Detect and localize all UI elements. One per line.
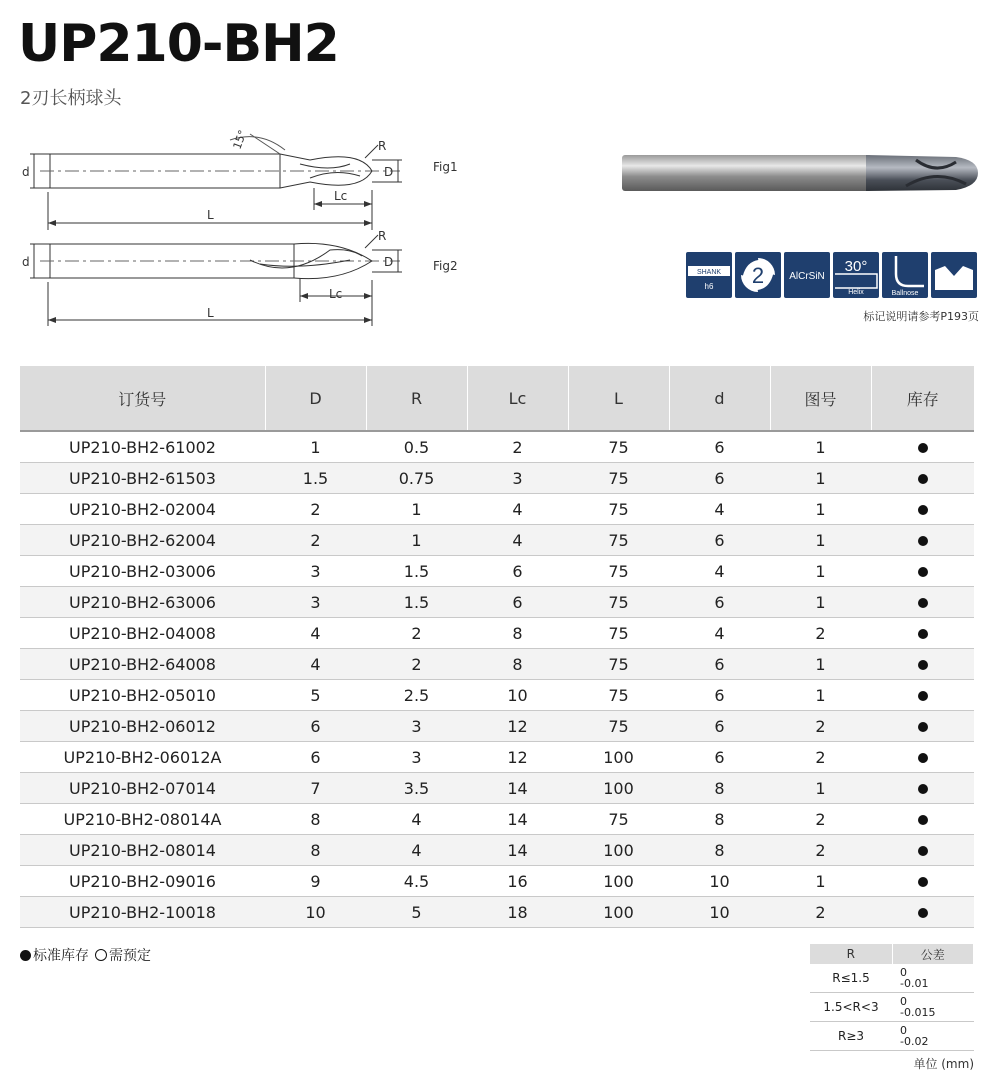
- table-cell: 1: [770, 431, 871, 463]
- table-row: [20, 618, 974, 649]
- table-cell: 2: [770, 618, 871, 649]
- table-cell: 75: [568, 711, 669, 742]
- table-cell: 6: [265, 711, 366, 742]
- col-order-number: 订货号: [20, 366, 265, 431]
- table-row: [20, 897, 974, 928]
- table-cell: 100: [568, 866, 669, 897]
- application-icon: [931, 252, 977, 298]
- table-cell: 10: [669, 866, 770, 897]
- table-cell: 18: [467, 897, 568, 928]
- table-cell: 6: [669, 587, 770, 618]
- table-cell: 10: [467, 680, 568, 711]
- table-cell: 6: [669, 649, 770, 680]
- table-cell: 1.5: [366, 587, 467, 618]
- table-cell: UP210-BH2-63006: [20, 587, 265, 618]
- stock-cell: [871, 463, 974, 494]
- tolerance-value: [892, 993, 974, 1022]
- table-row: [20, 835, 974, 866]
- col-D: D: [265, 366, 366, 431]
- table-row: [20, 556, 974, 587]
- table-cell: 6: [669, 431, 770, 463]
- tolerance-range: R≤1.5: [810, 964, 892, 993]
- angle-label: 15°: [230, 128, 250, 152]
- table-cell: 12: [467, 711, 568, 742]
- d-label-fig2: D: [384, 255, 394, 269]
- table-cell: 8: [265, 835, 366, 866]
- table-cell: 75: [568, 556, 669, 587]
- svg-text:2: 2: [751, 263, 765, 288]
- table-cell: 1: [366, 494, 467, 525]
- table-cell: 2: [265, 525, 366, 556]
- ballnose-icon: [882, 252, 928, 298]
- stock-cell: [871, 835, 974, 866]
- table-cell: 16: [467, 866, 568, 897]
- table-cell: 6: [467, 556, 568, 587]
- tolerance-upper: 0: [900, 966, 907, 979]
- table-cell: 1: [770, 866, 871, 897]
- table-cell: 10: [265, 897, 366, 928]
- svg-text:SHANK: SHANK: [696, 269, 722, 276]
- table-cell: 3: [366, 711, 467, 742]
- stock-cell: [871, 804, 974, 835]
- table-cell: 1: [770, 463, 871, 494]
- table-row: [20, 711, 974, 742]
- table-row: [20, 463, 974, 494]
- table-cell: 7: [265, 773, 366, 804]
- table-cell: UP210-BH2-09016: [20, 866, 265, 897]
- d-label-fig1: D: [384, 165, 394, 179]
- tolerance-range: 1.5<R<3: [810, 993, 892, 1022]
- tol-col-R: R: [810, 944, 892, 964]
- table-cell: 4: [467, 494, 568, 525]
- table-cell: 8: [669, 773, 770, 804]
- table-cell: 8: [467, 618, 568, 649]
- stock-dot-icon: [918, 691, 928, 701]
- table-cell: 2: [467, 431, 568, 463]
- svg-text:h6: h6: [704, 282, 714, 291]
- stock-dot-icon: [918, 598, 928, 608]
- stock-dot-icon: [918, 908, 928, 918]
- flutes-2-icon: [735, 252, 781, 298]
- table-cell: 1.5: [265, 463, 366, 494]
- col-figure: 图号: [770, 366, 871, 431]
- icon-note: 标记说明请参考P193页: [863, 310, 979, 323]
- product-subtitle: 2刃长柄球头: [20, 88, 122, 109]
- table-cell: 75: [568, 804, 669, 835]
- table-cell: 100: [568, 773, 669, 804]
- svg-text:30°: 30°: [844, 258, 868, 275]
- table-cell: 10: [669, 897, 770, 928]
- table-cell: 4.5: [366, 866, 467, 897]
- table-cell: 6: [669, 711, 770, 742]
- tolerance-lower: -0.02: [900, 1035, 929, 1048]
- product-title: UP210-BH2: [18, 14, 339, 74]
- svg-text:Ballnose: Ballnose: [891, 290, 919, 297]
- col-stock: 库存: [871, 366, 974, 431]
- table-cell: 3: [366, 742, 467, 773]
- stock-dot-icon: [918, 784, 928, 794]
- table-cell: 2: [265, 494, 366, 525]
- table-cell: 2: [366, 618, 467, 649]
- table-cell: UP210-BH2-62004: [20, 525, 265, 556]
- fig1-label: Fig1: [433, 160, 458, 174]
- table-cell: 4: [467, 525, 568, 556]
- tolerance-row: [810, 993, 974, 1022]
- table-cell: 100: [568, 897, 669, 928]
- table-cell: UP210-BH2-05010: [20, 680, 265, 711]
- table-cell: 1: [770, 587, 871, 618]
- table-cell: 5: [366, 897, 467, 928]
- table-cell: 1: [770, 773, 871, 804]
- stock-cell: [871, 587, 974, 618]
- helix-icon: [833, 252, 879, 298]
- table-cell: 1.5: [366, 556, 467, 587]
- table-cell: 6: [467, 587, 568, 618]
- table-cell: UP210-BH2-61002: [20, 431, 265, 463]
- legend-order-label: 需预定: [109, 948, 151, 964]
- table-cell: 14: [467, 835, 568, 866]
- table-cell: 6: [669, 742, 770, 773]
- table-header-row: [20, 366, 974, 431]
- table-cell: UP210-BH2-06012A: [20, 742, 265, 773]
- table-row: [20, 525, 974, 556]
- stock-cell: [871, 556, 974, 587]
- fig2-label: Fig2: [433, 259, 458, 273]
- stock-cell: [871, 742, 974, 773]
- table-cell: 8: [467, 649, 568, 680]
- stock-cell: [871, 897, 974, 928]
- table-cell: 75: [568, 525, 669, 556]
- stock-legend: [20, 945, 151, 965]
- l-label-fig2: L: [207, 306, 214, 320]
- stock-dot-icon: [918, 877, 928, 887]
- table-cell: 4: [366, 835, 467, 866]
- stock-dot-icon: [918, 753, 928, 763]
- tolerance-value: [892, 1022, 974, 1051]
- table-cell: 6: [669, 680, 770, 711]
- table-cell: UP210-BH2-08014A: [20, 804, 265, 835]
- table-cell: 3: [265, 587, 366, 618]
- col-L: L: [568, 366, 669, 431]
- stock-cell: [871, 618, 974, 649]
- standard-stock-dot-icon: [20, 950, 31, 961]
- table-cell: 4: [669, 556, 770, 587]
- shank-d-label-fig1: d: [22, 165, 30, 179]
- table-cell: 4: [265, 618, 366, 649]
- tolerance-upper: 0: [900, 1024, 907, 1037]
- table-row: [20, 494, 974, 525]
- coating-icon: [784, 252, 830, 298]
- lc-label-fig2: Lc: [329, 287, 343, 301]
- table-cell: 8: [669, 804, 770, 835]
- stock-dot-icon: [918, 660, 928, 670]
- table-row: [20, 649, 974, 680]
- table-row: [20, 431, 974, 463]
- table-cell: UP210-BH2-03006: [20, 556, 265, 587]
- table-cell: 8: [669, 835, 770, 866]
- table-cell: UP210-BH2-07014: [20, 773, 265, 804]
- table-cell: 14: [467, 773, 568, 804]
- stock-dot-icon: [918, 722, 928, 732]
- stock-cell: [871, 649, 974, 680]
- table-cell: 2: [770, 804, 871, 835]
- table-cell: 1: [770, 680, 871, 711]
- table-cell: 2: [770, 711, 871, 742]
- tolerance-row: [810, 1022, 974, 1051]
- stock-dot-icon: [918, 846, 928, 856]
- table-cell: 6: [669, 463, 770, 494]
- table-cell: 100: [568, 742, 669, 773]
- l-label-fig1: L: [207, 208, 214, 222]
- r-label-fig2: R: [378, 229, 387, 243]
- legend-standard-label: 标准库存: [33, 948, 89, 964]
- col-d: d: [669, 366, 770, 431]
- table-cell: 5: [265, 680, 366, 711]
- table-cell: 3.5: [366, 773, 467, 804]
- stock-dot-icon: [918, 474, 928, 484]
- table-cell: UP210-BH2-10018: [20, 897, 265, 928]
- table-cell: 4: [265, 649, 366, 680]
- table-cell: 14: [467, 804, 568, 835]
- stock-dot-icon: [918, 536, 928, 546]
- table-row: [20, 587, 974, 618]
- tolerance-table-body: [810, 964, 974, 1051]
- table-cell: UP210-BH2-61503: [20, 463, 265, 494]
- table-cell: 2: [770, 897, 871, 928]
- table-row: [20, 866, 974, 897]
- order-circle-icon: [95, 949, 107, 961]
- table-cell: 4: [366, 804, 467, 835]
- spec-table: [20, 366, 974, 928]
- table-cell: 12: [467, 742, 568, 773]
- table-row: [20, 804, 974, 835]
- tolerance-lower: -0.01: [900, 977, 929, 990]
- table-cell: 3: [467, 463, 568, 494]
- table-cell: 2.5: [366, 680, 467, 711]
- feature-icons: [686, 252, 977, 298]
- table-cell: UP210-BH2-08014: [20, 835, 265, 866]
- table-cell: 75: [568, 649, 669, 680]
- table-cell: 1: [770, 525, 871, 556]
- table-cell: UP210-BH2-06012: [20, 711, 265, 742]
- shank-d-label-fig2: d: [22, 255, 30, 269]
- table-cell: 1: [770, 649, 871, 680]
- stock-cell: [871, 711, 974, 742]
- table-cell: 3: [265, 556, 366, 587]
- col-Lc: Lc: [467, 366, 568, 431]
- table-cell: 2: [770, 835, 871, 866]
- stock-cell: [871, 773, 974, 804]
- stock-cell: [871, 525, 974, 556]
- table-cell: 0.5: [366, 431, 467, 463]
- table-row: [20, 680, 974, 711]
- table-cell: 75: [568, 587, 669, 618]
- svg-text:Helix: Helix: [848, 289, 864, 296]
- table-cell: 75: [568, 680, 669, 711]
- tolerance-table: [810, 944, 974, 1051]
- table-cell: 9: [265, 866, 366, 897]
- table-cell: 4: [669, 494, 770, 525]
- tolerance-value: [892, 964, 974, 993]
- table-cell: 0.75: [366, 463, 467, 494]
- table-cell: 1: [770, 494, 871, 525]
- stock-dot-icon: [918, 505, 928, 515]
- table-cell: UP210-BH2-64008: [20, 649, 265, 680]
- stock-cell: [871, 680, 974, 711]
- tolerance-upper: 0: [900, 995, 907, 1008]
- stock-cell: [871, 494, 974, 525]
- table-cell: 100: [568, 835, 669, 866]
- stock-cell: [871, 431, 974, 463]
- table-cell: 8: [265, 804, 366, 835]
- tolerance-row: [810, 964, 974, 993]
- table-cell: 6: [265, 742, 366, 773]
- r-label-fig1: R: [378, 139, 387, 153]
- stock-dot-icon: [918, 443, 928, 453]
- table-cell: 75: [568, 431, 669, 463]
- table-cell: 4: [669, 618, 770, 649]
- table-cell: 75: [568, 494, 669, 525]
- table-cell: 6: [669, 525, 770, 556]
- table-row: [20, 773, 974, 804]
- svg-text:AlCrSiN: AlCrSiN: [789, 271, 825, 282]
- stock-dot-icon: [918, 629, 928, 639]
- table-row: [20, 742, 974, 773]
- unit-note: 单位 (mm): [913, 1057, 974, 1071]
- technical-drawing: [0, 120, 480, 340]
- stock-dot-icon: [918, 567, 928, 577]
- stock-cell: [871, 866, 974, 897]
- table-cell: 2: [770, 742, 871, 773]
- shank-h6-icon: [686, 252, 732, 298]
- table-cell: 2: [366, 649, 467, 680]
- table-cell: UP210-BH2-02004: [20, 494, 265, 525]
- table-cell: 75: [568, 618, 669, 649]
- table-cell: UP210-BH2-04008: [20, 618, 265, 649]
- spec-table-body: [20, 431, 974, 928]
- table-cell: 1: [366, 525, 467, 556]
- table-cell: 75: [568, 463, 669, 494]
- tolerance-range: R≥3: [810, 1022, 892, 1051]
- tool-photo: [616, 140, 986, 210]
- col-R: R: [366, 366, 467, 431]
- stock-dot-icon: [918, 815, 928, 825]
- tol-col-tolerance: 公差: [892, 944, 974, 964]
- tolerance-lower: -0.015: [900, 1006, 936, 1019]
- table-cell: 1: [265, 431, 366, 463]
- lc-label-fig1: Lc: [334, 189, 348, 203]
- table-cell: 1: [770, 556, 871, 587]
